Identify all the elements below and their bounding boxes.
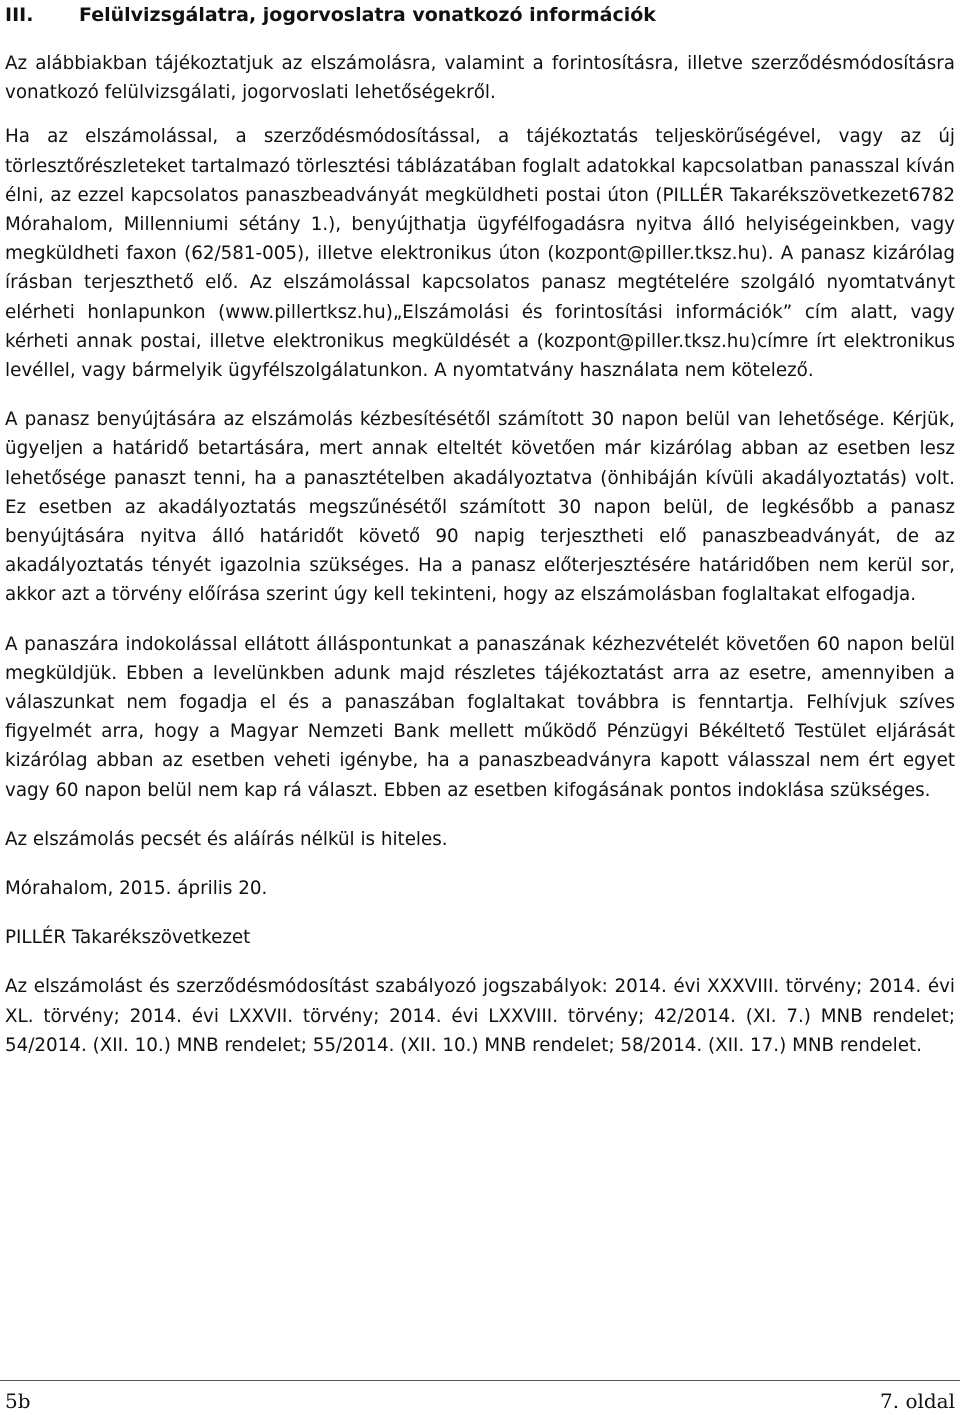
page-footer: [0, 1380, 960, 1411]
response-paragraph: A panaszára indokolással ellátott álláspontunkat a panaszának kézhezvételét követően 60 napon belül megküldjük. Ebben a levelünkben adunk majd részletes tájékoztatást arra az esetre, amennyiben a válaszunkat nem fogadja el és a panaszában foglaltakat továbbra is fenntartja. Felhívjuk szíves figyelmét arra, hogy a Magyar Nemzeti Bank mellett működő Pénzügyi Békéltető Testület eljárását kizárólag abban az esetben veheti igénybe, ha a panaszbeadványra kapott válasszal nem ért egyet vagy 60 napon belül nem kap rá választ. Ebben az esetben kifogásának pontos indoklása szükséges.: [5, 633, 955, 801]
place-date: Mórahalom, 2015. április 20.: [5, 878, 268, 900]
deadline-paragraph: A panasz benyújtására az elszámolás kézbesítésétől számított 30 napon belül van lehetősége. Kérjük, ügyeljen a határidő betartására, mert annak elteltét követően már kizárólag abban az esetben lesz lehetősége panaszt tenni, ha a panasztételben akadályoztatva (önhibáján kívüli akadályoztatás) volt. Ez esetben az akadályoztatás megszűnésétől számított 30 napon belül, de legkésőbb a panasz benyújtására nyitva álló határidőt követő 90 napig terjesztheti elő panaszbeadványát, de az akadályoztatás tényét igazolnia szükséges. Ha a panasz előterjesztésére határidőben nem kerül sor, akkor azt a törvény előírása szerint úgy kell tekinteni, hogy az elszámolásban foglaltakat elfogadja.: [5, 409, 955, 606]
validity-note: Az elszámolás pecsét és aláírás nélkül is hiteles.: [5, 828, 448, 850]
complaint-submission-paragraph: Ha az elszámolással, a szerződésmódosítással, a tájékoztatás teljeskörűségével, vagy az új törlesztőrészleteket tartalmazó törlesztési táblázatában foglalt adatokkal kapcsolatban panasszal kíván élni, az ezzel kapcsolatos panaszbeadványát megküldheti postai úton (PILLÉR Takarékszövetkezet6782 Mórahalom, Millenniumi sétány 1.), benyújthatja ügyfélfogadásra nyitva álló helyiségeinkben, vagy megküldheti faxon (62/581-005), illetve elektronikus úton (kozpont@piller.tksz.hu). A panasz kizárólag írásban terjeszthető elő. Az elszámolással kapcsolatos panasz megtételére szolgáló nyomtatványt elérheti honlapunkon (www.pillertksz.hu)„Elszámolási és forintosítási információk” cím alatt, vagy kérheti annak postai, illetve elektronikus megküldését a (kozpont@piller.tksz.hu)címre írt elektronikus levéllel, vagy bármelyik ügyfélszolgálatunkon. A nyomtatvány használata nem kötelező.: [5, 126, 955, 382]
legal-references: Az elszámolást és szerződésmódosítást szabályozó jogszabályok: 2014. évi XXXVIII. törvény; 2014. évi XL. törvény; 2014. évi LXXVII. törvény; 2014. évi LXXVIII. törvény; 42/2014. (XI. 7.) MNB rendelet; 54/2014. (XII. 10.) MNB rendelet; 55/2014. (XII. 10.) MNB rendelet; 58/2014. (XII. 17.) MNB rendelet.: [5, 976, 955, 1056]
signatory-name: PILLÉR Takarékszövetkezet: [5, 927, 251, 949]
footer-page-number: 7. oldal: [880, 1389, 955, 1413]
section-title: Felülvizsgálatra, jogorvoslatra vonatkozó információk: [79, 4, 656, 26]
footer-document-code: 5b: [5, 1389, 31, 1413]
section-number: III.: [5, 4, 34, 26]
section-heading: [5, 0, 955, 28]
document-page: [5, 0, 955, 1060]
intro-paragraph: Az alábbiakban tájékoztatjuk az elszámolásra, valamint a forintosításra, illetve szerződésmódosításra vonatkozó felülvizsgálati, jogorvoslati lehetőségekről.: [5, 53, 955, 104]
